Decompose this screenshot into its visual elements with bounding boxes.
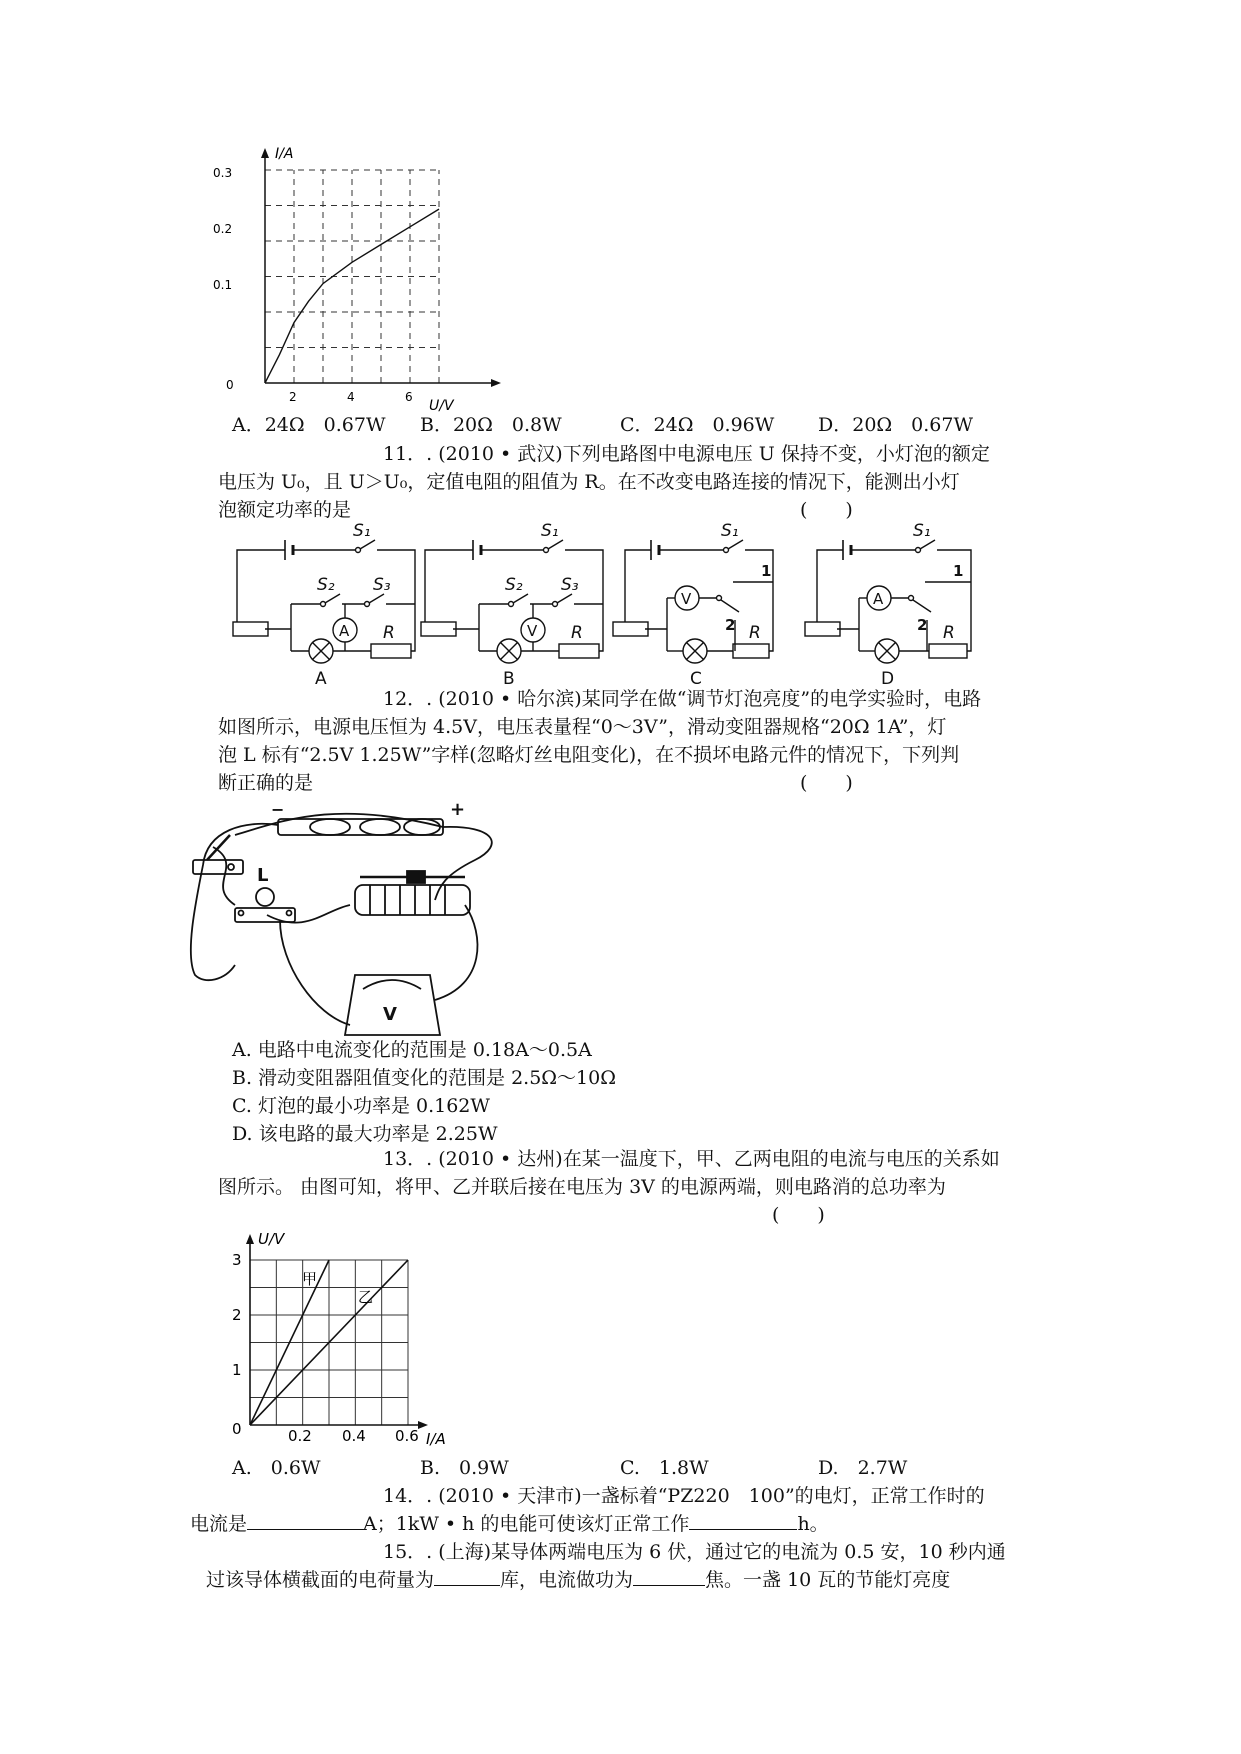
position-label: 2 (917, 616, 928, 634)
q14-line-1: 14．. (2010 • 天津市)一盏标着“PZ220 100”的电灯，正常工作时的 (383, 1485, 985, 1507)
y-tick-label: 1 (232, 1361, 242, 1379)
q12-option-d: D. 该电路的最大功率是 2.25W (232, 1123, 498, 1145)
q11-line-2: 电压为 U₀，且 U＞U₀，定值电阻的阻值为 R。在不改变电路连接的情况下，能测出小灯 (218, 471, 960, 493)
y-tick-label: 0.2 (213, 222, 233, 236)
q11-answer-paren: ( ) (800, 499, 853, 521)
meter-label: A (339, 622, 350, 640)
y-tick-label: 0.3 (213, 166, 233, 180)
physical-circuit-figure (185, 799, 515, 1040)
q12-option-c: C. 灯泡的最小功率是 0.162W (232, 1095, 490, 1117)
q10-option-c: C．24Ω 0.96W (620, 414, 775, 436)
q12-option-b: B. 滑动变阻器阻值变化的范围是 2.5Ω～10Ω (232, 1067, 616, 1089)
resistor-symbol (929, 644, 967, 658)
circuit-a (233, 540, 415, 663)
position-label: 1 (761, 562, 772, 580)
q10-option-d: D．20Ω 0.67W (818, 414, 973, 436)
resistor-symbol (733, 644, 769, 658)
q12-option-a: A. 电路中电流变化的范围是 0.18A～0.5A (232, 1039, 592, 1061)
position-label: 2 (725, 616, 736, 634)
series-label-jia: 甲 (302, 1270, 318, 1288)
x-tick-label: 4 (347, 390, 355, 404)
x-axis-arrow (418, 1421, 428, 1429)
circuit-diagrams (225, 518, 1025, 688)
y-axis-arrow (246, 1234, 254, 1244)
meter-label: A (873, 590, 884, 608)
battery-minus: − (271, 800, 285, 819)
x-axis-label: U/V (429, 398, 454, 414)
q14-text-c: h。 (797, 1513, 829, 1535)
circuit-label: B (503, 669, 515, 689)
y-tick-label: 2 (232, 1306, 242, 1324)
x-tick-label: 2 (289, 390, 297, 404)
meter-label: V (527, 622, 538, 640)
circuit-label: D (881, 669, 895, 689)
series-label-yi: 乙 (358, 1288, 374, 1306)
q13-answer-paren: ( ) (772, 1204, 825, 1226)
switch-label: S₂ (505, 575, 523, 595)
y-axis-label: U/V (258, 1230, 285, 1248)
q13-option-c: C. 1.8W (620, 1457, 709, 1479)
switch-label: S₁ (721, 521, 739, 541)
q11-line-1: 11．. (2010 • 武汉)下列电路图中电源电压 U 保持不变，小灯泡的额定 (383, 443, 990, 465)
x-axis-arrow (491, 379, 501, 387)
y-tick-label: 0.1 (213, 278, 233, 292)
q12-answer-paren: ( ) (800, 772, 853, 794)
resistor-label: R (383, 623, 395, 643)
x-tick-label: 0.4 (342, 1427, 366, 1445)
q12-line-1: 12．. (2010 • 哈尔滨)某同学在做“调节灯泡亮度”的电学实验时，电路 (383, 688, 982, 710)
circuit-label: A (315, 669, 327, 689)
resistor-label: R (943, 623, 955, 643)
q15-text-a: 过该导体横截面的电荷量为 (206, 1569, 435, 1591)
q15-text-c: 焦。一盏 10 瓦的节能灯亮度 (705, 1569, 951, 1591)
voltmeter-label: V (383, 1004, 397, 1025)
q13-option-d: D. 2.7W (818, 1457, 908, 1479)
x-tick-label: 0.6 (395, 1427, 419, 1445)
q14-blank-current[interactable] (247, 1511, 363, 1530)
q15-blank-work[interactable] (633, 1567, 705, 1586)
switch (193, 860, 243, 874)
q15-blank-charge[interactable] (434, 1567, 500, 1586)
q13-line-2: 图所示。 由图可知，将甲、乙并联后接在电压为 3V 的电源两端，则电路消的总功率为 (218, 1176, 946, 1198)
switch-label: S₃ (373, 575, 391, 595)
q12-line-2: 如图所示，电源电压恒为 4.5V，电压表量程“0～3V”，滑动变阻器规格“20Ω 1A”，灯 (218, 716, 947, 738)
origin-label: 0 (226, 378, 234, 392)
resistor-label: R (749, 623, 761, 643)
q15-text-b: 库，电流做功为 (500, 1569, 634, 1591)
switch-label: S₁ (913, 521, 931, 541)
battery-plus: + (450, 799, 466, 820)
position-label: 1 (953, 562, 964, 580)
circuit-label: C (690, 669, 702, 689)
q15-line-1: 15．. (上海)某导体两端电压为 6 伏，通过它的电流为 0.5 安，10 秒内通 (383, 1541, 1006, 1563)
chart-grid (265, 170, 439, 383)
q15-line-2 (206, 1566, 950, 1594)
iu-chart (213, 146, 515, 414)
lamp-label: L (257, 865, 269, 886)
origin-label: 0 (232, 1420, 242, 1438)
q12-line-4: 断正确的是 (218, 772, 314, 794)
meter-label: V (681, 590, 692, 608)
x-tick-label: 6 (405, 390, 413, 404)
q13-line-1: 13．. (2010 • 达州)在某一温度下，甲、乙两电阻的电流与电压的关系如 (383, 1148, 1000, 1170)
switch-label: S₁ (541, 521, 559, 541)
q14-line-2 (190, 1510, 829, 1538)
circuit-c (613, 540, 773, 663)
x-axis-label: I/A (426, 1430, 446, 1448)
bulb (256, 888, 274, 906)
q11-line-3: 泡额定功率的是 (218, 499, 352, 521)
x-tick-label: 0.2 (288, 1427, 312, 1445)
resistor-symbol (559, 644, 599, 658)
q13-option-a: A. 0.6W (232, 1457, 321, 1479)
q14-blank-hours[interactable] (689, 1511, 797, 1530)
circuit-b (421, 540, 603, 663)
rheostat (355, 885, 470, 915)
lamp-holder (235, 908, 295, 922)
resistor-symbol (371, 644, 411, 658)
y-tick-label: 3 (232, 1251, 242, 1269)
switch-label: S₁ (353, 521, 371, 541)
y-axis-arrow (261, 148, 269, 158)
circuit-d (805, 540, 971, 663)
q14-text-b: A；1kW • h 的电能可使该灯正常工作 (363, 1513, 690, 1535)
ui-chart (228, 1232, 478, 1447)
q13-option-b: B. 0.9W (420, 1457, 509, 1479)
q10-option-b: B．20Ω 0.8W (420, 414, 562, 436)
resistor-label: R (571, 623, 583, 643)
q12-line-3: 泡 L 标有“2.5V 1.25W”字样(忽略灯丝电阻变化)，在不损坏电路元件的情况下，下列判 (218, 744, 960, 766)
q10-option-a: A．24Ω 0.67W (232, 414, 386, 436)
y-axis-label: I/A (275, 146, 294, 162)
switch-label: S₃ (561, 575, 579, 595)
q14-text-a: 电流是 (190, 1513, 248, 1535)
switch-label: S₂ (317, 575, 335, 595)
